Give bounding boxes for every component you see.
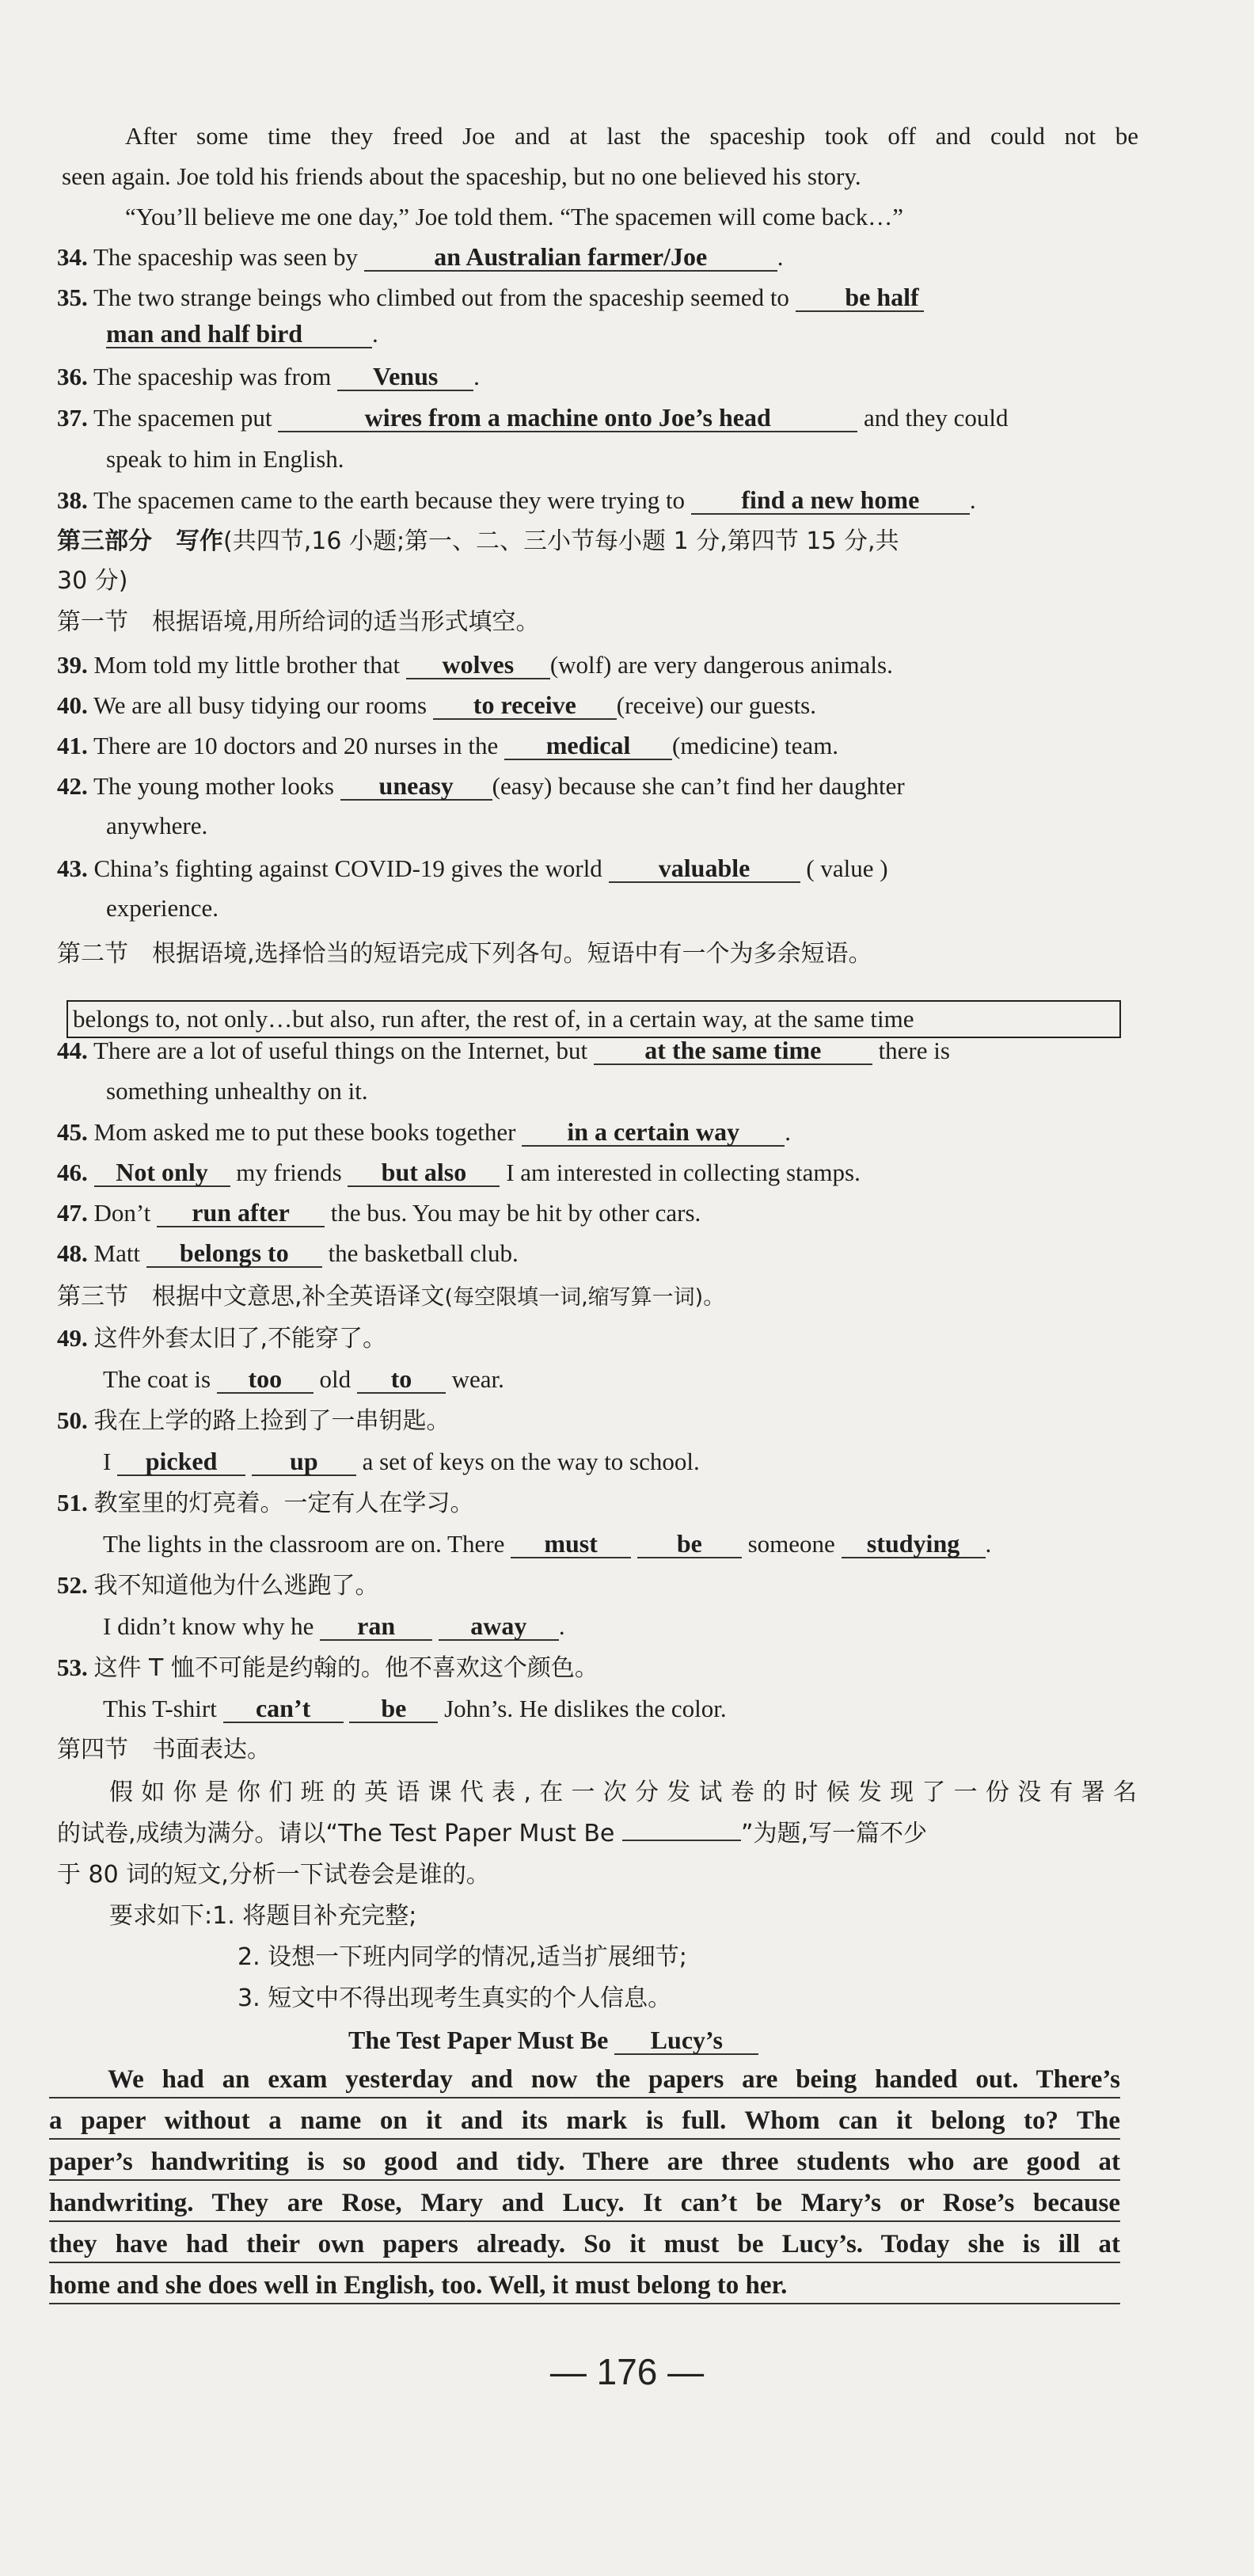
answer-blank: but also — [348, 1159, 500, 1187]
question-text: I am interested in collecting stamps. — [506, 1159, 861, 1186]
question-text: China’s fighting against COVID-19 gives the world — [93, 854, 602, 882]
question-number: 41. — [57, 732, 88, 759]
answer-blank: must — [511, 1530, 631, 1558]
question-34 — [57, 242, 783, 273]
answer-blank: wolves — [406, 651, 550, 679]
essay-title-answer: Lucy’s — [614, 2026, 758, 2055]
question-number: 34. — [57, 243, 88, 271]
question-text: There are 10 doctors and 20 nurses in the — [93, 732, 499, 759]
answer-blank: ran — [320, 1612, 432, 1641]
question-text: there is — [878, 1037, 950, 1064]
question-number: 49. — [57, 1324, 88, 1352]
question-text: (medicine) team. — [672, 732, 839, 759]
requirement-item: 1. 将题目补充完整; — [212, 1902, 417, 1930]
answer-blank: picked — [117, 1448, 245, 1476]
question-text: (easy) because she can’t find her daughter — [492, 772, 905, 800]
chinese-sentence: 这件 T 恤不可能是约翰的。他不喜欢这个颜色。 — [93, 1654, 598, 1682]
essay-line: We had an exam yesterday and now the papers are being handed out. There’s — [49, 2062, 1120, 2098]
question-text: Mom asked me to put these books together — [93, 1118, 516, 1146]
section-heading: 第二节 根据语境,选择恰当的短语完成下列各句。短语中有一个为多余短语。 — [57, 940, 872, 968]
question-36 — [57, 361, 480, 393]
question-text: The young mother looks — [93, 772, 334, 800]
question-text: something unhealthy on it. — [106, 1077, 368, 1105]
question-text: . — [969, 486, 976, 514]
question-text: . — [785, 1118, 791, 1146]
question-number: 52. — [57, 1571, 88, 1599]
question-text: . — [473, 363, 480, 390]
question-text: . — [985, 1530, 992, 1558]
prompt-line: 于 80 词的短文,分析一下试卷会是谁的。 — [57, 1861, 490, 1889]
question-number: 42. — [57, 772, 88, 800]
question-37 — [57, 402, 1009, 434]
question-53-cn — [57, 1652, 598, 1684]
question-number: 39. — [57, 651, 88, 679]
question-text: the bus. You may be hit by other cars. — [330, 1199, 701, 1227]
question-text: Mom told my little brother that — [93, 651, 401, 679]
question-51-cn — [57, 1487, 474, 1520]
question-number: 35. — [57, 283, 88, 311]
question-text: There are a lot of useful things on the Internet, but — [93, 1037, 588, 1064]
section-heading: 第一节 根据语境,用所给词的适当形式填空。 — [57, 608, 540, 636]
question-39 — [57, 649, 893, 681]
question-40 — [57, 690, 816, 721]
answer-blank: at the same time — [594, 1037, 872, 1065]
question-text: The two strange beings who climbed out from the spaceship seemed to — [93, 283, 789, 311]
question-text: We are all busy tidying our rooms — [93, 691, 428, 719]
question-text: The spacemen came to the earth because they were trying to — [93, 486, 686, 514]
question-text: The coat is — [103, 1365, 211, 1393]
question-number: 44. — [57, 1037, 88, 1064]
question-text: someone — [747, 1530, 835, 1558]
question-text: I — [103, 1448, 112, 1475]
part-heading — [57, 526, 899, 557]
question-text: old — [319, 1365, 352, 1393]
prompt-line — [57, 1818, 927, 1850]
chinese-sentence: 教室里的灯亮着。一定有人在学习。 — [93, 1490, 474, 1517]
chinese-sentence: 这件外套太旧了,不能穿了。 — [93, 1325, 387, 1353]
prompt-line: 假如你是你们班的英语课代表,在一次分发试卷的时候发现了一份没有署名 — [109, 1779, 1137, 1806]
answer-blank: in a certain way — [522, 1118, 785, 1147]
passage-line: After some time they freed Joe and at last the spaceship took off and could not be — [125, 122, 1138, 150]
question-text: experience. — [106, 894, 218, 922]
question-45 — [57, 1117, 791, 1148]
dash-left: — — [549, 2351, 597, 2392]
essay-line: paper’s handwriting is so good and tidy. There are three students who are good at — [49, 2144, 1120, 2181]
question-text: anywhere. — [106, 812, 208, 839]
question-51-en — [103, 1528, 991, 1560]
chinese-sentence: 我在上学的路上捡到了一串钥匙。 — [93, 1407, 450, 1435]
question-number: 37. — [57, 404, 88, 432]
question-49-cn — [57, 1322, 386, 1355]
question-number: 38. — [57, 486, 88, 514]
question-number: 40. — [57, 691, 88, 719]
passage-line: seen again. Joe told his friends about the spaceship, but no one believed his story. — [62, 162, 861, 190]
question-46 — [57, 1157, 861, 1189]
answer-blank: belongs to — [146, 1239, 322, 1268]
question-text: my friends — [236, 1159, 342, 1186]
question-text: The spacemen put — [93, 404, 272, 432]
question-text: Don’t — [93, 1199, 151, 1227]
requirement-item: 3. 短文中不得出现考生真实的个人信息。 — [238, 1984, 672, 2012]
phrase-box: belongs to, not only…but also, run after, the rest of, in a certain way, at the same time — [66, 1000, 1121, 1038]
question-text: The spaceship was seen by — [93, 243, 358, 271]
answer-blank: be — [637, 1530, 742, 1558]
essay-line: a paper without a name on it and its mark is full. Whom can it belong to? The — [49, 2103, 1120, 2140]
answer-blank: Not only — [94, 1159, 230, 1187]
prompt-text: ”为题,写一篇不少 — [740, 1820, 928, 1847]
question-text: and they could — [863, 404, 1009, 432]
question-53-en — [103, 1693, 727, 1725]
section-title: 第三节 根据中文意思,补全英语译文 — [57, 1283, 445, 1311]
question-text: Matt — [93, 1239, 141, 1267]
answer-blank: an Australian farmer/Joe — [364, 243, 777, 272]
answer-blank: run after — [157, 1199, 325, 1227]
essay-line: handwriting. They are Rose, Mary and Lucy. It can’t be Mary’s or Rose’s because — [49, 2186, 1120, 2222]
requirements-label: 要求如下: — [109, 1902, 213, 1930]
question-number: 53. — [57, 1653, 88, 1681]
answer-blank: Venus — [337, 363, 473, 391]
requirement-item: 2. 设想一下班内同学的情况,适当扩展细节; — [238, 1943, 687, 1971]
answer-blank: to receive — [433, 691, 617, 720]
answer-blank: up — [252, 1448, 356, 1476]
section-note: (每空限填一词,缩写算一词)。 — [444, 1285, 725, 1310]
question-49-en — [103, 1364, 504, 1395]
question-number: 51. — [57, 1489, 88, 1516]
essay-title-text: The Test Paper Must Be — [348, 2026, 609, 2054]
question-41 — [57, 730, 838, 762]
answer-blank: man and half bird — [106, 320, 372, 348]
question-text: (wolf) are very dangerous animals. — [549, 651, 893, 679]
part-desc: 30 分) — [57, 567, 128, 595]
passage-line: “You’ll believe me one day,” Joe told them. “The spacemen will come back…” — [125, 203, 904, 230]
essay-line: home and she does well in English, too. Well, it must belong to her. — [49, 2268, 1120, 2304]
answer-blank: wires from a machine onto Joe’s head — [278, 404, 857, 432]
question-50-cn — [57, 1405, 450, 1437]
chinese-sentence: 我不知道他为什么逃跑了。 — [93, 1572, 379, 1600]
question-text: The lights in the classroom are on. There — [103, 1530, 505, 1558]
question-text: speak to him in English. — [106, 445, 344, 473]
question-text: I didn’t know why he — [103, 1612, 314, 1640]
title-blank — [622, 1819, 741, 1841]
question-number: 50. — [57, 1406, 88, 1434]
answer-blank: studying — [842, 1530, 986, 1558]
question-text: . — [372, 320, 378, 348]
answer-blank: can’t — [223, 1695, 344, 1723]
question-text: (receive) our guests. — [616, 691, 816, 719]
question-number: 43. — [57, 854, 88, 882]
prompt-text: 的试卷,成绩为满分。请以“The Test Paper Must Be — [57, 1820, 615, 1847]
question-text: wear. — [451, 1365, 504, 1393]
question-text: John’s. He dislikes the color. — [444, 1695, 727, 1722]
question-number: 47. — [57, 1199, 88, 1227]
answer-blank: medical — [504, 732, 672, 760]
question-text: . — [777, 243, 784, 271]
question-number: 46. — [57, 1159, 88, 1186]
question-text: a set of keys on the way to school. — [362, 1448, 700, 1475]
question-52-cn — [57, 1570, 379, 1602]
question-35 — [57, 282, 924, 314]
section-heading: 第四节 书面表达。 — [57, 1736, 271, 1764]
question-number: 48. — [57, 1239, 88, 1267]
question-text: ( value ) — [806, 854, 888, 882]
section-heading — [57, 1281, 724, 1314]
question-35-cont — [106, 318, 378, 350]
question-number: 45. — [57, 1118, 88, 1146]
question-text: the basketball club. — [328, 1239, 519, 1267]
part-desc: (共四节,16 小题;第一、二、三小节每小题 1 分,第四节 15 分,共 — [223, 527, 899, 555]
essay-line: they have had their own papers already. So it must be Lucy’s. Today she is ill at — [49, 2227, 1120, 2263]
question-text: . — [558, 1612, 565, 1640]
question-52-en — [103, 1611, 565, 1642]
page-number — [0, 2350, 1254, 2393]
answer-blank: valuable — [609, 854, 800, 883]
question-42 — [57, 771, 905, 802]
question-44 — [57, 1035, 950, 1067]
answer-blank: be half — [796, 283, 924, 312]
question-48 — [57, 1238, 519, 1269]
answer-blank: too — [217, 1365, 314, 1394]
answer-blank: uneasy — [340, 772, 492, 801]
question-text: The spaceship was from — [93, 363, 332, 390]
question-50-en — [103, 1446, 700, 1478]
answer-blank: to — [357, 1365, 446, 1394]
answer-blank: away — [439, 1612, 559, 1641]
question-47 — [57, 1197, 701, 1229]
essay-title — [348, 2024, 758, 2056]
part-title: 第三部分 写作 — [57, 527, 223, 555]
answer-blank: be — [349, 1695, 438, 1723]
page-number-text: 176 — [596, 2351, 658, 2392]
requirements — [109, 1901, 416, 1932]
question-38 — [57, 485, 976, 516]
question-text: This T-shirt — [103, 1695, 217, 1722]
question-number: 36. — [57, 363, 88, 390]
dash-right: — — [657, 2351, 705, 2392]
question-43 — [57, 853, 888, 885]
answer-blank: find a new home — [691, 486, 970, 515]
